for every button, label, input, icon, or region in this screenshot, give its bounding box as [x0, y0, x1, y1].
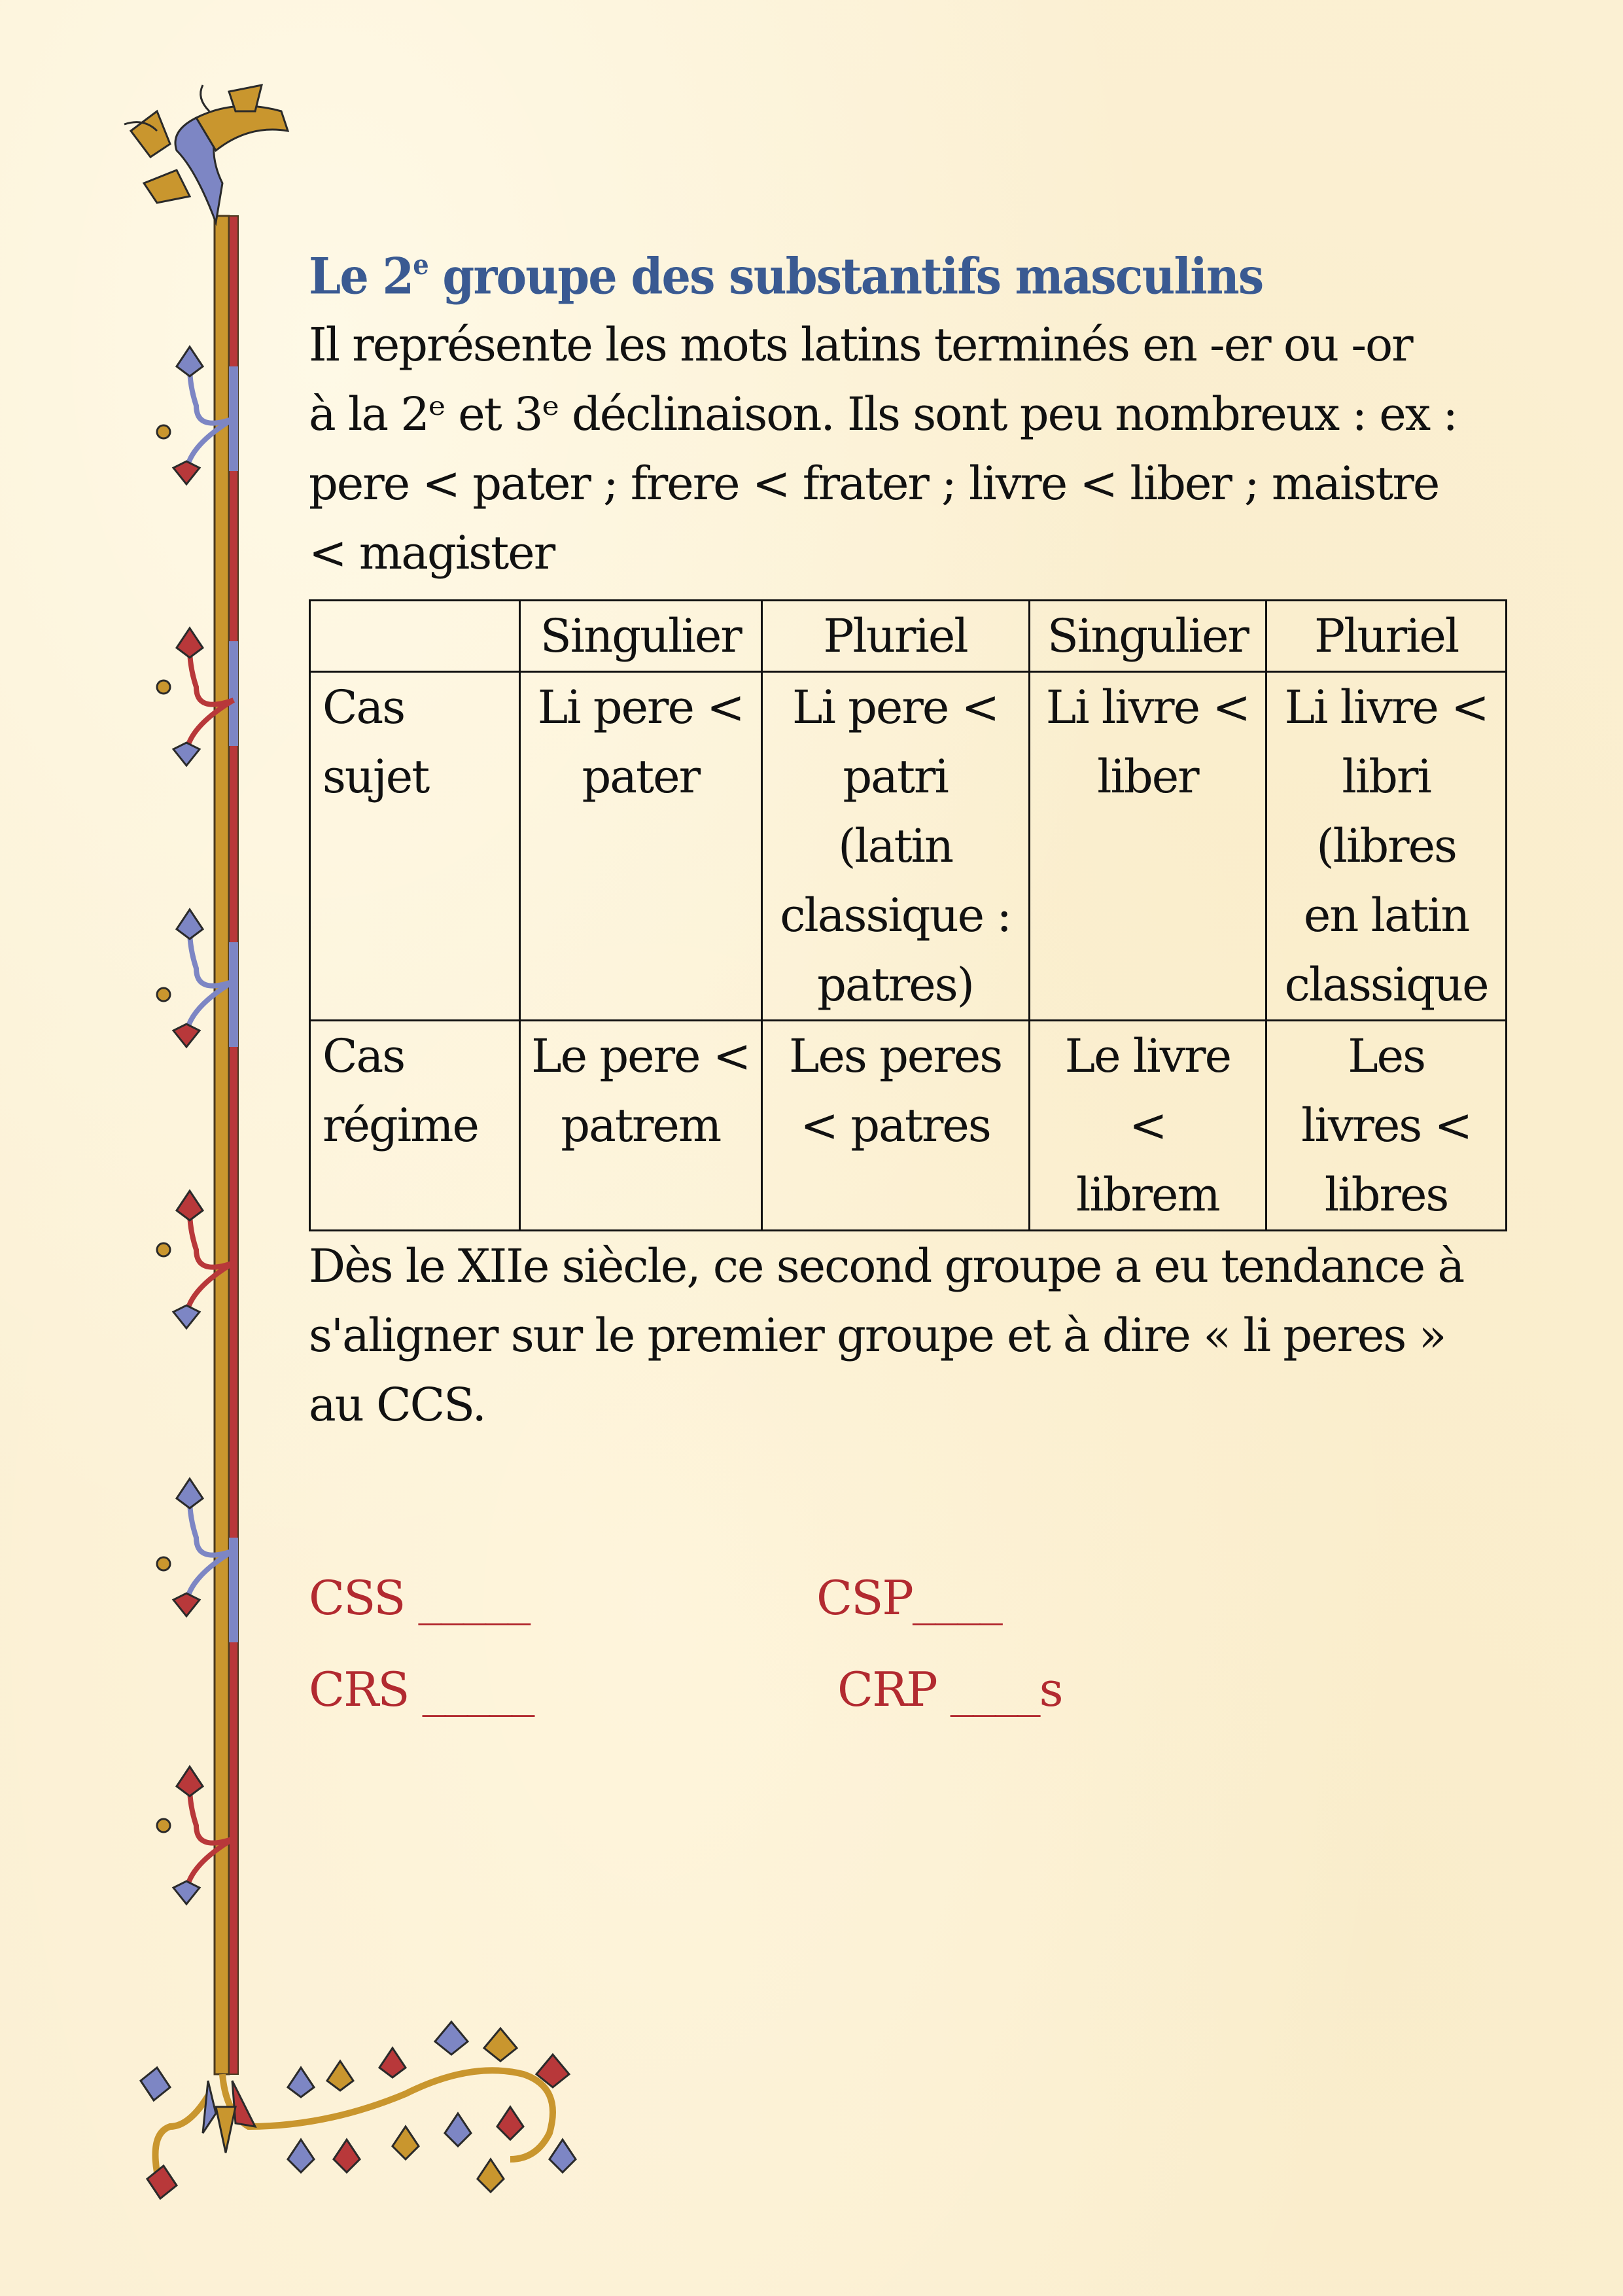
cell-line: patri [843, 750, 948, 804]
cell-line: (libres [1316, 819, 1456, 874]
row-label-line: régime [323, 1099, 478, 1153]
cell-line: classique [1284, 958, 1488, 1012]
title-text-rest: groupe des substantifs masculins [427, 247, 1263, 306]
table-cell [761, 1021, 1029, 1231]
drill-css: CSS _____ [309, 1570, 530, 1625]
intro-paragraph [309, 310, 1507, 588]
table-cell [761, 672, 1029, 1021]
cell-line: Le pere < [531, 1029, 750, 1084]
row-label [310, 672, 520, 1021]
vertical-stem [215, 216, 238, 2074]
cell-line: < patres [800, 1099, 990, 1153]
cell-line: livres < [1301, 1099, 1472, 1153]
outro-paragraph [309, 1231, 1507, 1439]
cell-line: Li pere < [792, 680, 999, 735]
drill-crp: CRP ____s [837, 1662, 1062, 1717]
table-cell [1266, 1021, 1507, 1231]
cell-line: en latin [1303, 889, 1469, 943]
drill-crs: CRS _____ [309, 1662, 534, 1717]
cell-line: patres) [817, 958, 973, 1012]
table-cell [1266, 672, 1507, 1021]
outro-line: s'aligner sur le premier groupe et à dire « li peres » [309, 1309, 1446, 1363]
table-cell [519, 672, 761, 1021]
row-label-line: Cas [323, 1029, 405, 1084]
table-row-cas-regime [310, 1021, 1507, 1231]
cell-line: pater [582, 750, 700, 804]
header-cell: Singulier [1029, 601, 1266, 672]
intro-line: < magister [309, 526, 555, 580]
intro-line: pere < pater ; frere < frater ; livre < liber ; maistre [309, 457, 1439, 511]
intro-line: à la 2ᵉ et 3ᵉ déclinaison. Ils sont peu nombreux : ex : [309, 387, 1457, 442]
header-cell: Pluriel [1266, 601, 1507, 672]
cell-line: Li livre < [1045, 680, 1249, 735]
bottom-vine [141, 2022, 576, 2199]
cell-line: Le livre [1064, 1029, 1231, 1084]
declension-table [309, 599, 1507, 1231]
title-text: Le 2 [309, 247, 413, 306]
cell-line: Li pere < [537, 680, 744, 735]
cell-line: patrem [561, 1099, 721, 1153]
table-header-row [310, 601, 1507, 672]
cell-line: liber [1097, 750, 1198, 804]
drill-csp: CSP____ [816, 1570, 1002, 1625]
row-label-line: sujet [323, 750, 429, 804]
table-row-cas-sujet [310, 672, 1507, 1021]
table-cell [1029, 1021, 1266, 1231]
page-content [309, 232, 1507, 1439]
cell-line: < [1129, 1099, 1166, 1153]
cell-line: librem [1075, 1168, 1219, 1222]
cell-line: classique : [780, 889, 1011, 943]
cell-line: libri [1342, 750, 1431, 804]
title-superscript: e [413, 249, 428, 281]
cell-line: (latin [838, 819, 953, 874]
cell-line: Li livre < [1284, 680, 1488, 735]
header-cell: Pluriel [761, 601, 1029, 672]
row-label-line: Cas [323, 680, 405, 735]
cell-line: Les peres [789, 1029, 1002, 1084]
row-label [310, 1021, 520, 1231]
intro-line: Il représente les mots latins terminés en -er ou -or [309, 318, 1412, 372]
page-title [309, 232, 1411, 309]
outro-line: Dès le XIIe siècle, ce second groupe a eu tendance à [309, 1239, 1464, 1294]
cell-line: libres [1324, 1168, 1448, 1222]
header-cell: Singulier [519, 601, 761, 672]
table-cell [1029, 672, 1266, 1021]
table-cell [519, 1021, 761, 1231]
top-flourish [124, 85, 288, 222]
header-cell-empty [310, 601, 520, 672]
outro-line: au CCS. [309, 1378, 485, 1432]
cell-line: Les [1348, 1029, 1425, 1084]
